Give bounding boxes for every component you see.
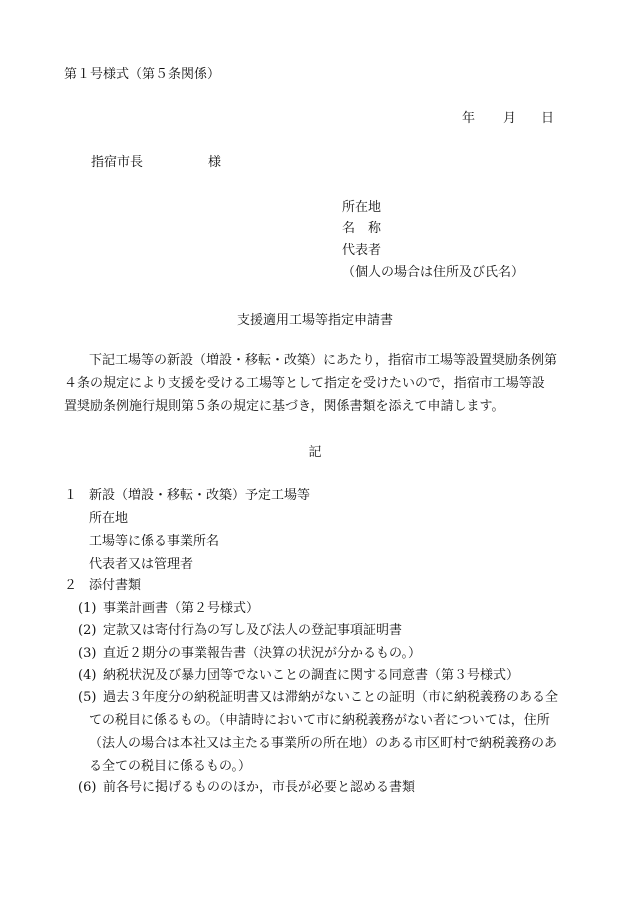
section2-title: 添付書類 xyxy=(89,578,142,593)
ki-heading: 記 xyxy=(308,445,322,460)
document-item-number: (4) xyxy=(78,668,97,683)
document-item-number: (1) xyxy=(78,601,97,616)
addressee-name: 指宿市長 xyxy=(91,155,144,170)
applicant-note: （個人の場合は住所及び氏名） xyxy=(342,265,525,280)
body-line-3: 置奨励条例施行規則第５条の規定に基づき，関係書類を添えて申請します。 xyxy=(64,399,505,414)
section1-item: 所在地 xyxy=(89,511,129,526)
date-year: 年 xyxy=(462,111,476,126)
section1-number: １ xyxy=(64,488,78,503)
document-title: 支援適用工場等指定申請書 xyxy=(236,313,393,328)
date-day: 日 xyxy=(541,111,555,126)
document-item-number: (5) xyxy=(78,690,97,705)
document-item-text: 過去３年度分の納税証明書又は滞納がないことの証明（市に納税義務のある全 xyxy=(103,690,559,705)
section1-item: 代表者又は管理者 xyxy=(89,557,194,572)
section1-title: 新設（増設・移転・改築）予定工場等 xyxy=(89,488,311,503)
document-item-text: 事業計画書（第２号様式） xyxy=(103,601,260,616)
applicant-name-label: 名 称 xyxy=(342,221,382,236)
document-item-continuation: ての税目に係るもの。（申請時において市に納税義務がない者については，住所 xyxy=(89,713,550,728)
section2-number: ２ xyxy=(64,578,78,593)
body-line-2: ４条の規定により支援を受ける工場等として指定を受けたいので，指宿市工場等設 xyxy=(64,376,545,391)
date-month: 月 xyxy=(503,111,517,126)
body-line-1: 下記工場等の新設（増設・移転・改築）にあたり，指宿市工場等設置奨励条例第 xyxy=(89,353,558,368)
document-item-continuation: る全ての税目に係るもの。） xyxy=(89,759,251,774)
applicant-location-label: 所在地 xyxy=(342,200,382,215)
document-item-text: 定款又は寄付行為の写し及び法人の登記事項証明書 xyxy=(103,623,403,638)
document-item-text: 納税状況及び暴力団等でないことの調査に関する同意書（第３号様式） xyxy=(103,668,520,683)
document-item-number: (2) xyxy=(78,623,97,638)
addressee-honorific: 様 xyxy=(208,155,222,170)
document-item-text: 前各号に掲げるもののほか，市長が必要と認める書類 xyxy=(103,780,416,795)
document-item-number: (3) xyxy=(78,646,97,661)
section1-item: 工場等に係る事業所名 xyxy=(89,534,220,549)
document-item-number: (6) xyxy=(78,780,97,795)
document-item-text: 直近２期分の事業報告書（決算の状況が分かるもの。） xyxy=(103,646,421,661)
form-number: 第１号様式（第５条関係） xyxy=(64,67,221,82)
document-item-continuation: （法人の場合は本社又は主たる事業所の所在地）のある市区町村で納税義務のあ xyxy=(89,736,558,751)
applicant-representative-label: 代表者 xyxy=(342,243,382,258)
